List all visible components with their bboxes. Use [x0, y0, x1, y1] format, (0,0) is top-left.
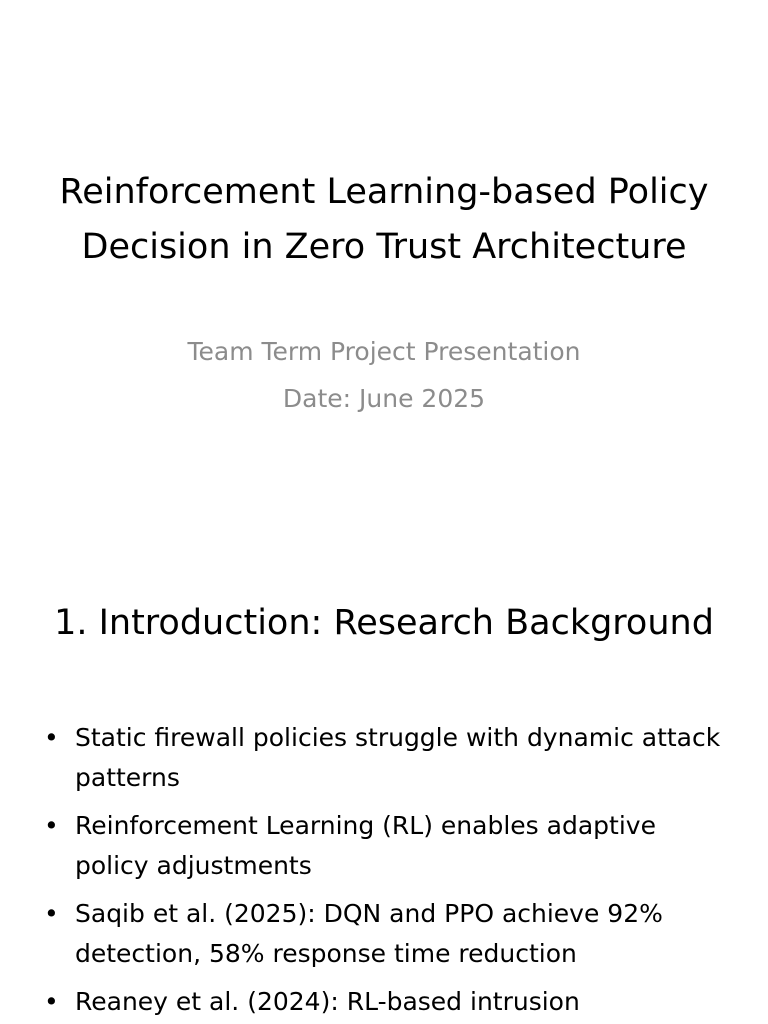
bullet-dot-icon: •	[44, 899, 59, 928]
bullet-text: Reinforcement Learning (RL) enables adaptive policy adjustments	[75, 811, 656, 880]
slide-title: 1. Introduction: Research Background	[54, 603, 714, 643]
bullet-text: Saqib et al. (2025): DQN and PPO achieve 92% detection, 58% response time reduction	[75, 899, 663, 968]
bullet-list	[44, 718, 734, 1024]
bullet-dot-icon: •	[44, 987, 59, 1016]
bullet-text: Reaney et al. (2024): RL-based intrusion	[75, 987, 580, 1016]
subtitle-date: Date: June 2025	[282, 384, 486, 413]
bullet-text: Static firewall policies struggle with dynamic attack patterns	[75, 723, 721, 792]
bullet-dot-icon: •	[44, 723, 59, 752]
presentation-title: Reinforcement Learning-based Policy Decision in Zero Trust Architecture	[59, 172, 709, 267]
introduction-slide	[0, 512, 768, 1024]
bullet-item	[44, 894, 734, 974]
subtitle-project: Team Term Project Presentation	[187, 337, 581, 366]
bullet-item	[44, 982, 734, 1022]
bullet-item	[44, 718, 734, 798]
bullet-dot-icon: •	[44, 811, 59, 840]
bullet-item	[44, 806, 734, 886]
